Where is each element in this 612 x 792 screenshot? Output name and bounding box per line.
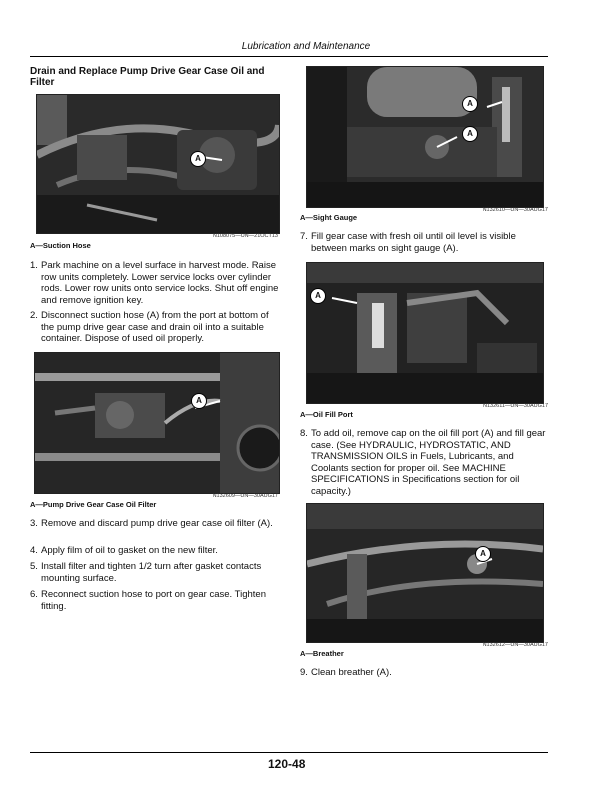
figure-caption: A—Oil Fill Port bbox=[300, 410, 353, 419]
running-header: Lubrication and Maintenance bbox=[241, 41, 371, 52]
photo-oil-filter bbox=[34, 352, 280, 494]
photo-breather bbox=[306, 503, 544, 643]
step-item: 4. Apply film of oil to gasket on the new filter. bbox=[30, 545, 218, 556]
callout-a: A bbox=[191, 393, 207, 409]
figure-code: N132612—UN—30AUG17 bbox=[482, 642, 548, 648]
callout-a: A bbox=[462, 126, 478, 142]
step-item: 7. Fill gear case with fresh oil until oil level is visible between marks on sight gauge (A). bbox=[300, 231, 516, 254]
step-item: 6. Reconnect suction hose to port on gear case. Tighten fitting. bbox=[30, 589, 266, 612]
step-item: 5. Install filter and tighten 1/2 turn after gasket contacts mounting surface. bbox=[30, 561, 262, 584]
callout-a: A bbox=[462, 96, 478, 112]
step-item: 3. Remove and discard pump drive gear case oil filter (A). bbox=[30, 518, 273, 529]
figure-caption: A—Suction Hose bbox=[30, 241, 91, 250]
figure-code: N132609—UN—30AUG17 bbox=[212, 493, 278, 499]
step-item: 9. Clean breather (A). bbox=[300, 667, 392, 678]
section-title: Drain and Replace Pump Drive Gear Case Oil and Filter bbox=[30, 66, 265, 88]
header-rule bbox=[30, 56, 548, 57]
photo-oil-fill-port bbox=[306, 262, 544, 404]
page-number: 120-48 bbox=[268, 757, 306, 771]
figure-code: N132610—UN—30AUG17 bbox=[482, 207, 548, 213]
photo-sight-gauge bbox=[306, 66, 544, 208]
figure-caption: A—Breather bbox=[300, 649, 344, 658]
step-item: 1. Park machine on a level surface in harvest mode. Raise row units completely. Lower service locks over cylinder rods. Lower row units onto service locks. Shut off engine and remove ignition key. bbox=[30, 260, 279, 306]
figure-caption: A—Pump Drive Gear Case Oil Filter bbox=[30, 500, 157, 509]
photo-suction-hose bbox=[36, 94, 280, 234]
figure-caption: A—Sight Gauge bbox=[300, 213, 358, 222]
callout-a: A bbox=[190, 151, 206, 167]
figure-code: N108075—UN—21OCT13 bbox=[212, 233, 278, 239]
step-item: 2. Disconnect suction hose (A) from the port at bottom of the pump drive gear case and drain oil into a suitable container. Dispose of used oil properly. bbox=[30, 310, 269, 344]
footer-rule bbox=[30, 752, 548, 753]
callout-a: A bbox=[475, 546, 491, 562]
figure-code: N132611—UN—30AUG17 bbox=[482, 403, 548, 409]
step-item: 8. To add oil, remove cap on the oil fill port (A) and fill gear case. (See HYDRAULIC, HYDROSTATIC, AND TRANSMISSION OILS in Fuels, Lubricants, and Coolants section for proper oil. See MACHINE SPECIFICATIONS in Specifications section for oil capacity.) bbox=[300, 428, 546, 497]
callout-a: A bbox=[310, 288, 326, 304]
